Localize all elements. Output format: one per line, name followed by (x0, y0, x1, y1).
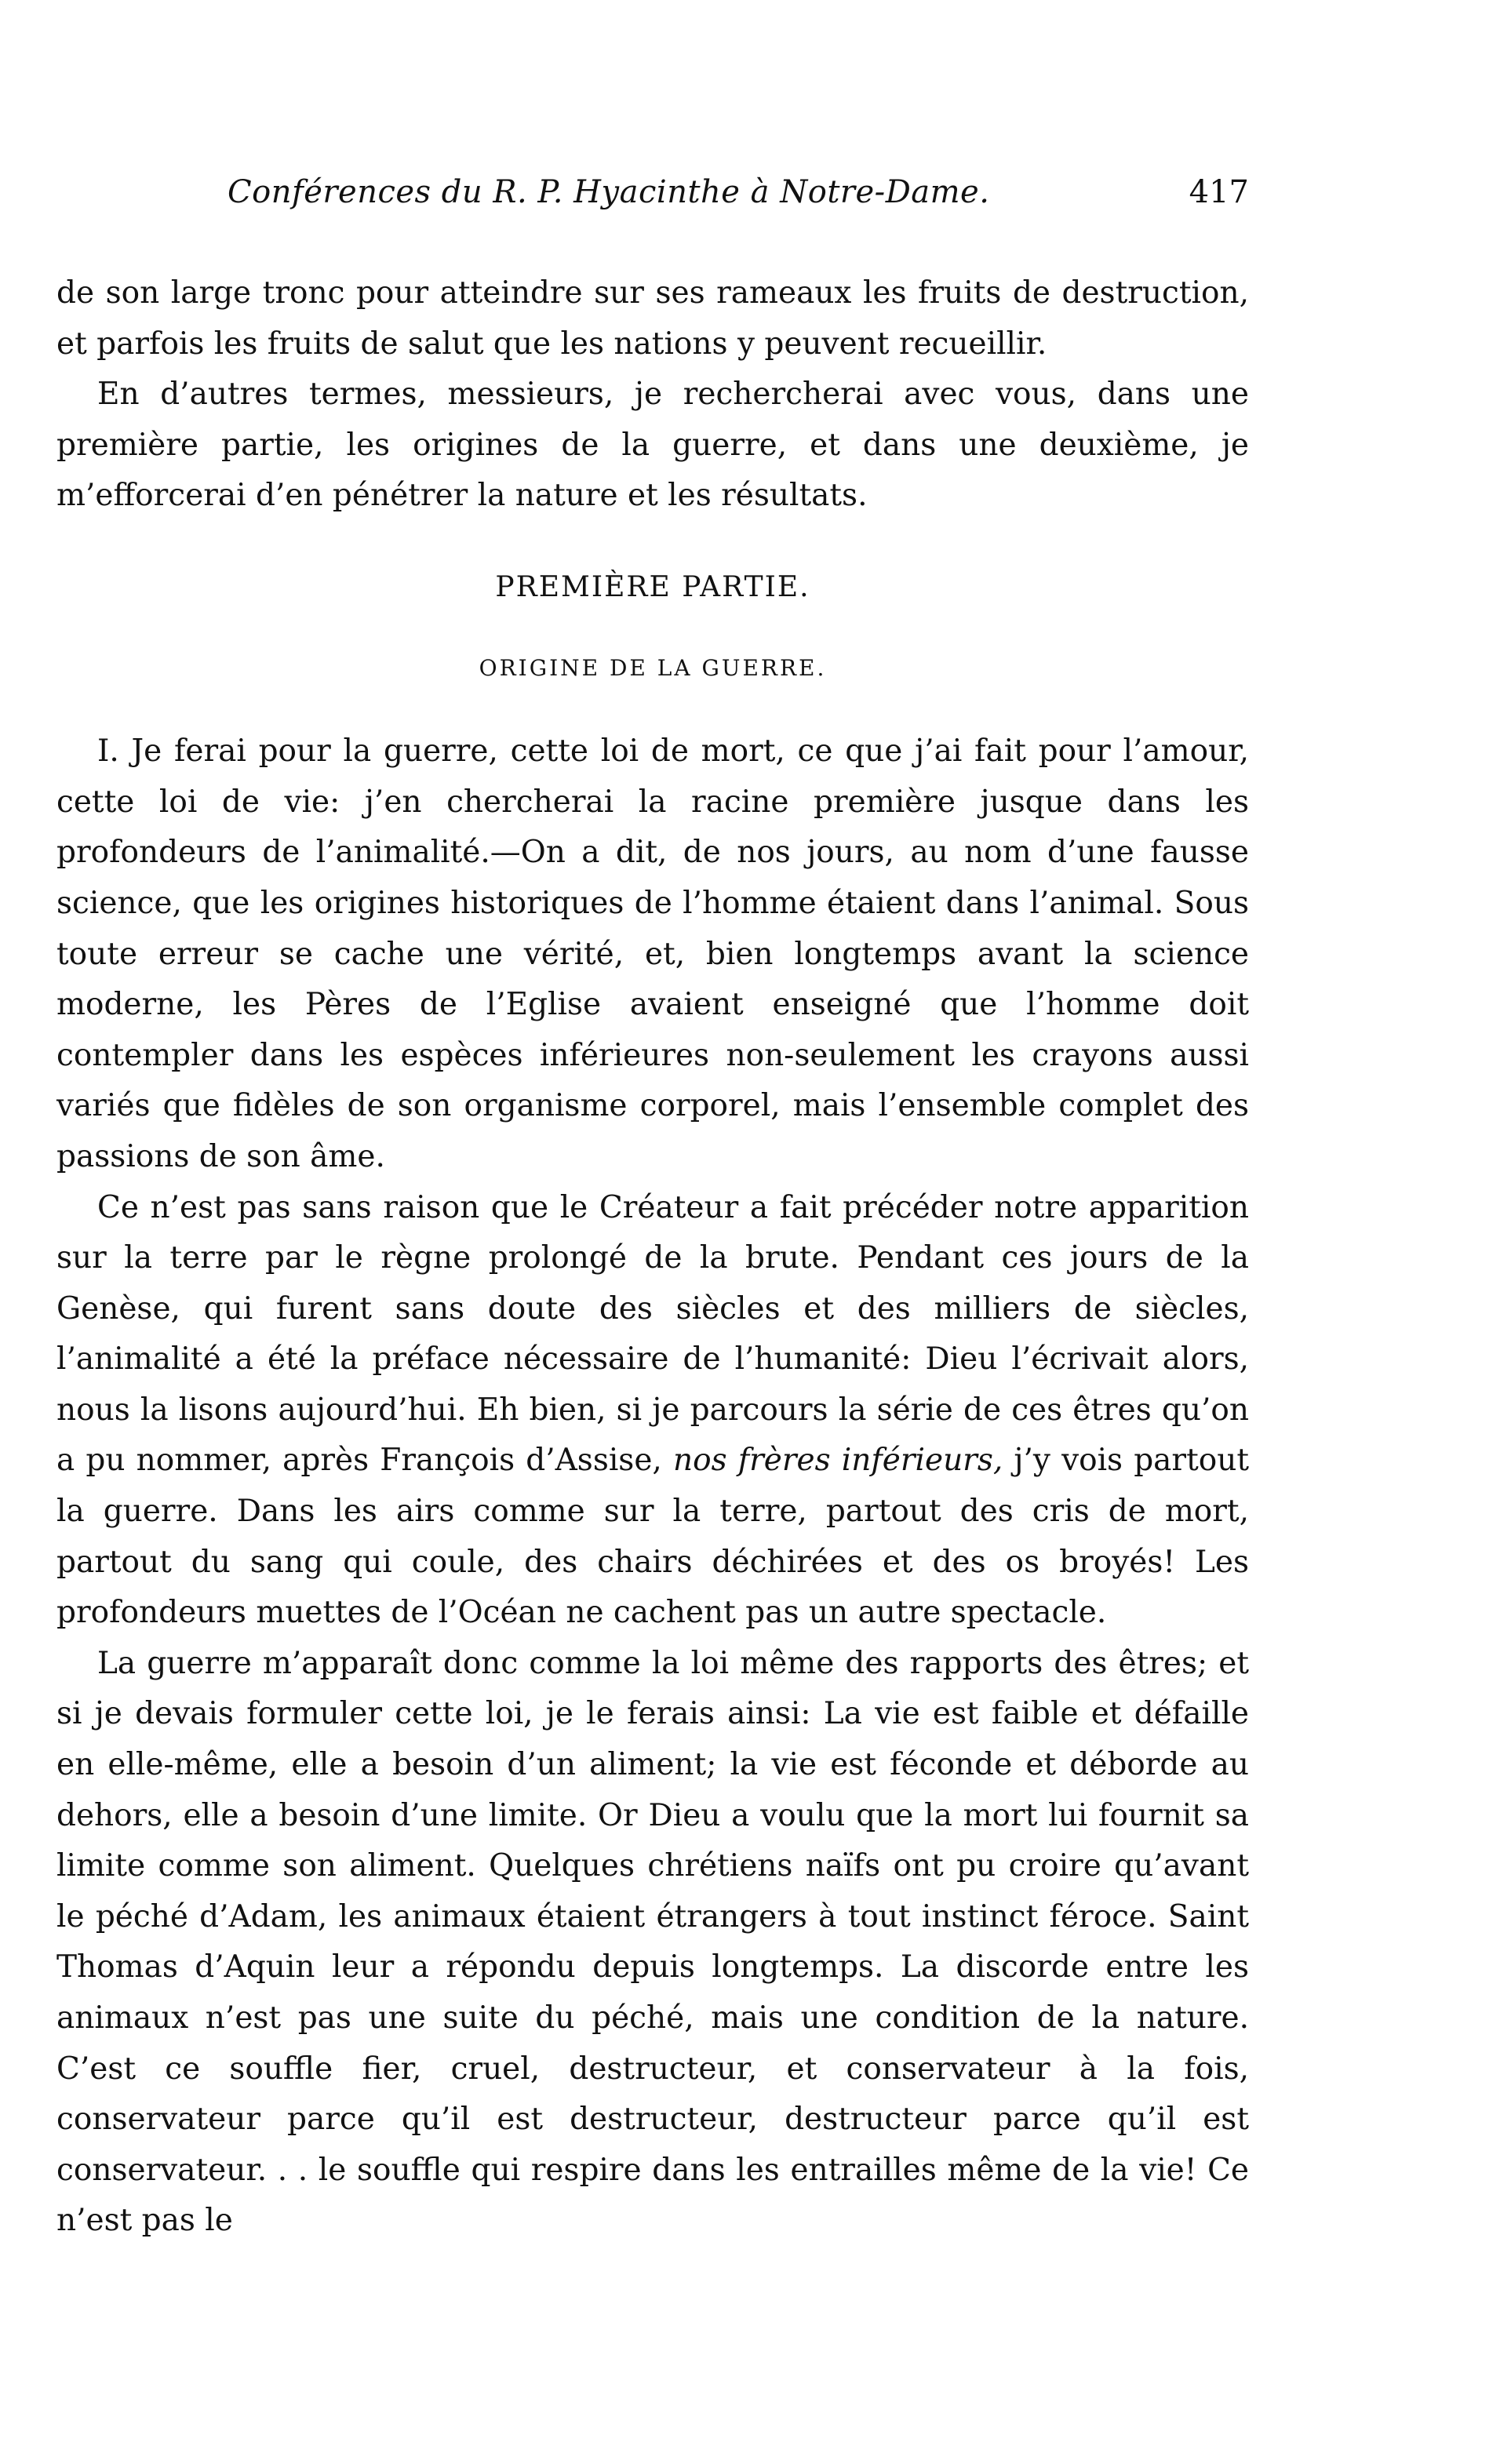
paragraph-continued: de son large tronc pour atteindre sur ses rameaux les fruits de destruction, et parfois les fruits de salut que les nations y peuvent recueillir. (56, 275, 1249, 362)
italic-phrase: nos frères inférieurs, (672, 1443, 1003, 1479)
paragraph-law-of-war: La guerre m’apparaît donc comme la loi même des rapports des êtres; et si je devais formuler cette loi, je le ferais ainsi: La vie est faible et défaille en elle-même, elle a besoin d’un aliment; la vie est féconde et déborde au dehors, elle a besoin d’une limite. Or Dieu a voulu que la mort lui fournit sa limite comme son aliment. Quelques chrétiens naïfs ont pu croire qu’avant le péché d’Adam, les animaux étaient étrangers à tout instinct féroce. Saint Thomas d’Aquin leur a répondu depuis longtemps. La discorde entre les animaux n’est pas une suite du péché, mais une condition de la nature. C’est ce souffle fier, cruel, destructeur, et conservateur à la fois, conservateur parce qu’il est destructeur, destructeur parce qu’il est conservateur. . . le souffle qui respire dans les entrailles même de la vie! Ce n’est pas le (56, 1645, 1249, 2239)
body-text (56, 268, 1249, 2247)
section-heading: ORIGINE DE LA GUERRE. (479, 654, 827, 681)
paragraph-genesis-text-b: j’y vois partout la guerre. Dans les airs comme sur la terre, partout des cris de mort, partout du sang qui coule, des chairs déchirées et des os broyés! Les profondeurs muettes de l’Océan ne cachent pas un autre spectacle. (56, 1443, 1250, 1631)
paragraph-genesis (56, 1183, 1249, 1639)
running-title: Conférences du R. P. Hyacinthe à Notre-Dame. (228, 174, 990, 210)
part-heading: PREMIÈRE PARTIE. (495, 570, 810, 603)
paragraph-section-one: I. Je ferai pour la guerre, cette loi de mort, ce que j’ai fait pour l’amour, cette loi de vie: j’en chercherai la racine première jusque dans les profondeurs de l’animalité.—On a dit, de nos jours, au nom d’une fausse science, que les origines historiques de l’homme étaient dans l’animal. Sous toute erreur se cache une vérité, et, bien longtemps avant la science moderne, les Pères de l’Eglise avaient enseigné que l’homme doit contempler dans les espèces inférieures non-seulement les crayons aussi variés que fidèles de son organisme corporel, mais l’ensemble complet des passions de son âme. (56, 733, 1249, 1174)
running-head (165, 174, 1249, 221)
page-number: 417 (1189, 174, 1249, 210)
paragraph-outline: En d’autres termes, messieurs, je rechercherai avec vous, dans une première partie, les origines de la guerre, et dans une deuxième, je m’efforcerai d’en pénétrer la nature et les résultats. (56, 377, 1249, 514)
paragraph-genesis-text-a: Ce n’est pas sans raison que le Créateur a fait précéder notre apparition sur la terre par le règne prolongé de la brute. Pendant ces jours de la Genèse, qui furent sans doute des siècles et des milliers de siècles, l’animalité a été la préface nécessaire de l’humanité: Dieu l’écrivait alors, nous la lisons aujourd’hui. Eh bien, si je parcours la série de ces êtres qu’on a pu nommer, après François d’Assise, (56, 1189, 1249, 1479)
